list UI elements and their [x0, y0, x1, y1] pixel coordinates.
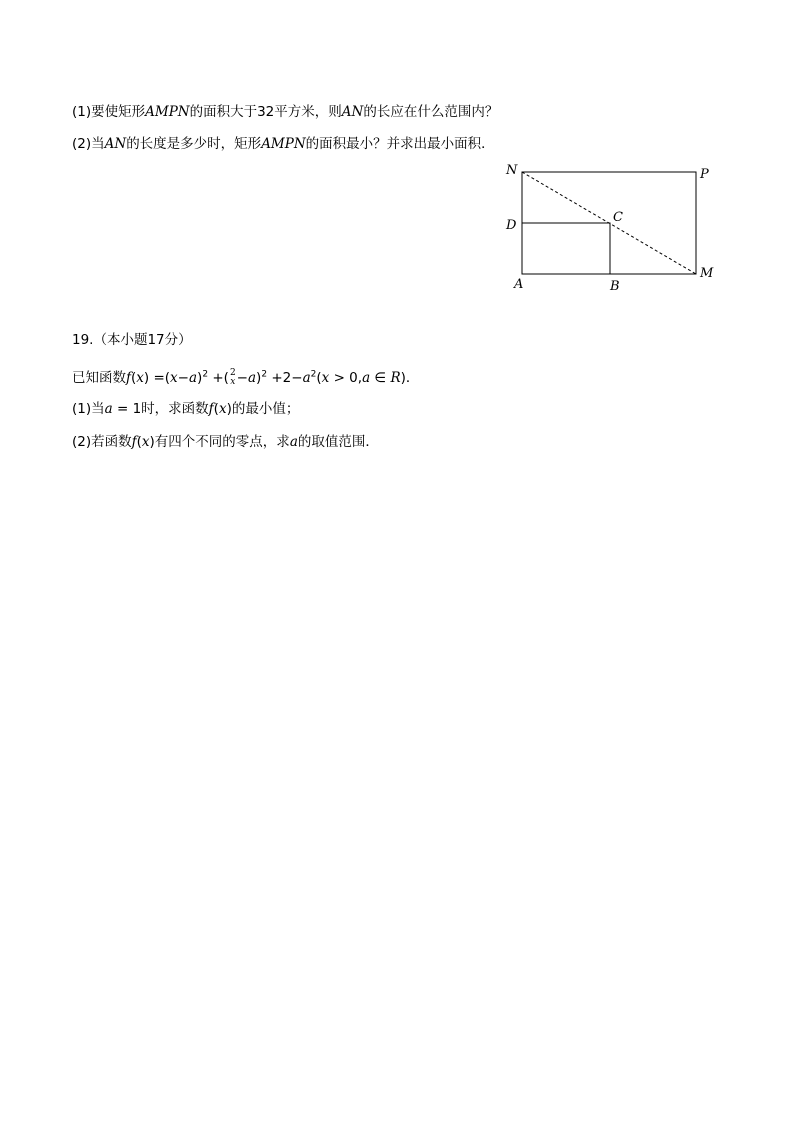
label-P: P: [700, 167, 709, 182]
label-N: N: [506, 163, 518, 178]
q19-header-text: 19.（本小题17分）: [72, 332, 192, 348]
q19-part1: (1)当a = 1时，求函数f(x)的最小值；: [72, 401, 300, 417]
label-M: M: [700, 266, 714, 281]
label-D: D: [506, 218, 517, 233]
q19-stem: 已知函数$f(x) =(x-a)^2$ +( 2 x $-a)^2 +2-a^2(x > 0,a$ ∈ R)．: [72, 367, 420, 387]
q18-part1: (1)要使矩形AMPN的面积大于32平方米，则AN的长应在什么范围内？: [72, 104, 499, 120]
label-A: A: [514, 277, 524, 292]
label-C: C: [613, 210, 623, 225]
geometry-figure: [500, 160, 730, 295]
label-B: B: [610, 279, 620, 294]
q19-part2: (2)若函数f(x)有四个不同的零点，求a的取值范围．: [72, 434, 379, 450]
q19-header: [72, 331, 192, 349]
q18-part2: (2)当AN的长度是多少时，矩形AMPN的面积最小？并求出最小面积．: [72, 136, 495, 152]
rectangle-ABCD: [522, 223, 610, 274]
